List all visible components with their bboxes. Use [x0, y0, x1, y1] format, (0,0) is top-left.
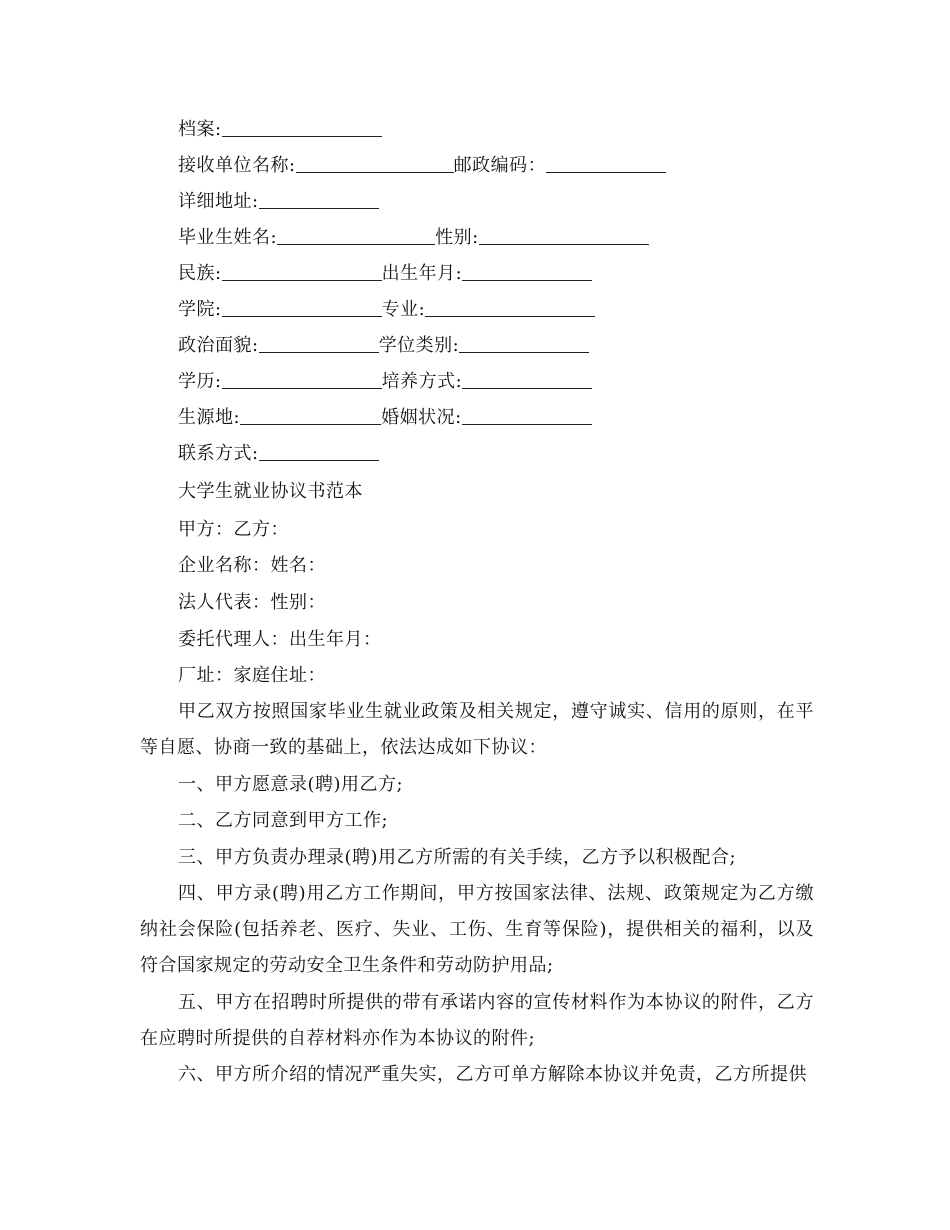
clause-6: 六、甲方所介绍的情况严重失实，乙方可单方解除本协议并免责，乙方所提供 [178, 1064, 807, 1085]
major-label: 专业: [381, 299, 426, 320]
archive-row [178, 118, 382, 142]
company-line: 企业名称：姓名： [178, 555, 326, 576]
training-label: 培养方式: [381, 371, 463, 392]
college-blank [222, 298, 382, 317]
postcode-label: 邮政编码： [453, 155, 547, 176]
gender-blank [479, 226, 649, 245]
ethnicity-label: 民族: [178, 263, 222, 284]
gender-label: 性别: [435, 227, 479, 248]
major-blank [425, 298, 595, 317]
contact-row [178, 442, 379, 466]
archive-label: 档案: [178, 119, 222, 140]
ethnicity-blank [222, 262, 382, 281]
graduate-row [178, 226, 649, 250]
education-label: 学历: [178, 371, 222, 392]
birth-label: 出生年月: [381, 263, 463, 284]
intro-paragraph: 甲乙双方按照国家毕业生就业政策及相关规定，遵守诚实、信用的原则，在平等自愿、协商一致的基础上，依法达成如下协议： [140, 701, 814, 758]
agreement-title: 大学生就业协议书范本 [178, 481, 363, 502]
receiver-row [178, 154, 666, 178]
ethnicity-row [178, 262, 592, 286]
clause-1: 一、甲方愿意录(聘)用乙方; [178, 774, 404, 795]
origin-row [178, 406, 592, 430]
marital-label: 婚姻状况: [381, 407, 462, 428]
factory-line: 厂址：家庭住址： [178, 665, 326, 686]
clause-3: 三、甲方负责办理录(聘)用乙方所需的有关手续，乙方予以积极配合; [178, 847, 737, 868]
postcode-blank [546, 154, 666, 173]
training-blank [462, 370, 592, 389]
college-row [178, 298, 595, 322]
marital-blank [462, 406, 592, 425]
contact-blank [259, 442, 379, 461]
college-label: 学院: [178, 299, 222, 320]
receiver-unit-label: 接收单位名称: [178, 155, 296, 176]
political-blank [259, 334, 379, 353]
clause-4: 四、甲方录(聘)用乙方工作期间，甲方按国家法律、法规、政策规定为乙方缴纳社会保险(包括养老、医疗、失业、工伤、生育等保险)，提供相关的福利，以及符合国家规定的劳动安全卫生条件和劳动防护用品; [140, 883, 814, 976]
graduate-name-blank [277, 226, 435, 245]
receiver-unit-blank [296, 154, 454, 173]
degree-type-blank [459, 334, 589, 353]
clause-2: 二、乙方同意到甲方工作; [178, 810, 389, 831]
address-label: 详细地址: [178, 191, 259, 212]
education-row [178, 370, 592, 394]
degree-type-label: 学位类别: [378, 335, 460, 356]
political-label: 政治面貌: [178, 335, 259, 356]
clause-5: 五、甲方在招聘时所提供的带有承诺内容的宣传材料作为本协议的附件，乙方在应聘时所提供的自荐材料亦作为本协议的附件; [140, 992, 814, 1049]
graduate-name-label: 毕业生姓名: [178, 227, 278, 248]
legal-rep-line: 法人代表：性别： [178, 592, 326, 613]
address-blank [259, 190, 379, 209]
parties-line: 甲方：乙方： [178, 519, 289, 540]
contact-label: 联系方式: [178, 443, 259, 464]
origin-blank [240, 406, 381, 425]
archive-blank [222, 118, 382, 137]
birth-blank [462, 262, 592, 281]
agent-line: 委托代理人：出生年月： [178, 629, 382, 650]
address-row [178, 190, 379, 214]
origin-label: 生源地: [178, 407, 241, 428]
political-row [178, 334, 589, 358]
education-blank [222, 370, 382, 389]
